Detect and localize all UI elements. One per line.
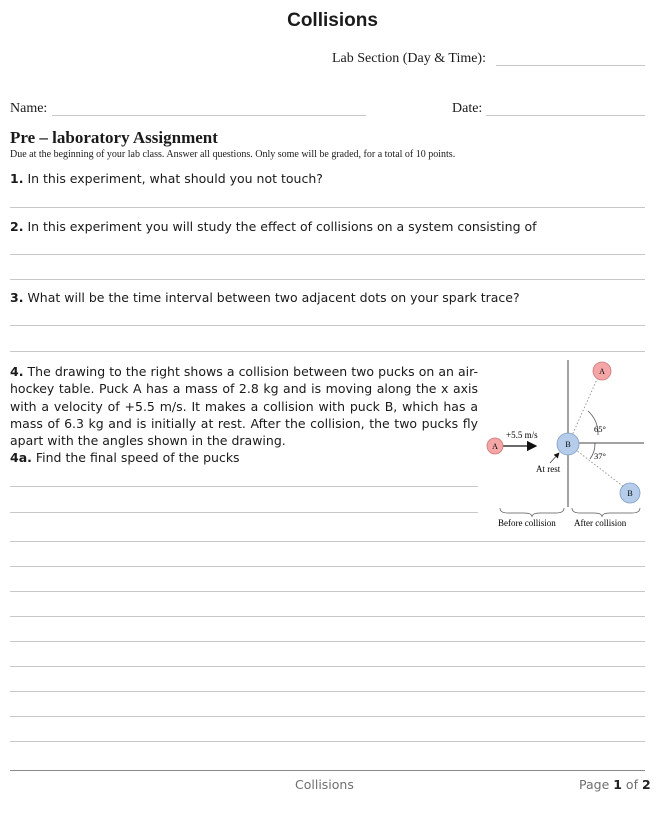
page-prefix: Page: [579, 777, 614, 792]
question-4a: [10, 450, 240, 465]
lab-section-field[interactable]: [496, 65, 645, 66]
question-2-text: In this experiment you will study the effect of collisions on a system consisting of: [27, 219, 537, 234]
answer-line[interactable]: [10, 351, 645, 352]
puck-a-before-label: A: [492, 442, 498, 451]
answer-line[interactable]: [10, 254, 645, 255]
footer-divider: [10, 770, 645, 771]
answer-line[interactable]: [10, 207, 645, 208]
at-rest-label: At rest: [536, 464, 561, 474]
page-title: Collisions: [287, 10, 378, 31]
answer-line[interactable]: [10, 512, 478, 513]
name-field[interactable]: [52, 115, 366, 116]
date-label: Date:: [452, 101, 483, 116]
answer-line[interactable]: [10, 716, 645, 717]
puck-a-after-label: A: [599, 367, 605, 376]
question-2: [10, 219, 537, 234]
name-label: Name:: [10, 101, 48, 116]
answer-line[interactable]: [10, 566, 645, 567]
question-2-number: 2.: [10, 219, 24, 234]
answer-line[interactable]: [10, 325, 645, 326]
page-current: 1: [613, 777, 622, 792]
answer-line[interactable]: [10, 486, 478, 487]
puck-b-after-label: B: [627, 489, 633, 498]
page-total: 2: [641, 777, 651, 792]
answer-line[interactable]: [10, 641, 645, 642]
answer-line[interactable]: [10, 279, 645, 280]
assignment-heading: Pre – laboratory Assignment: [10, 128, 218, 147]
after-label: After collision: [574, 518, 627, 528]
question-4a-number: 4a.: [10, 450, 32, 465]
question-1-text: In this experiment, what should you not touch?: [27, 171, 323, 186]
at-rest-pointer: [550, 453, 559, 463]
angle-b-label: 37°: [594, 451, 606, 461]
answer-line[interactable]: [10, 591, 645, 592]
answer-line[interactable]: [10, 616, 645, 617]
page-of: of: [621, 777, 642, 792]
collision-diagram: [484, 355, 646, 535]
lab-section-label: Lab Section (Day & Time):: [332, 51, 486, 66]
answer-line[interactable]: [10, 666, 645, 667]
page-number: [579, 777, 651, 792]
question-3-number: 3.: [10, 290, 24, 305]
angle-a-label: 65°: [594, 424, 606, 434]
question-3-text: What will be the time interval between two adjacent dots on your spark trace?: [27, 290, 520, 305]
question-4-text: The drawing to the right shows a collision between two pucks on an air-hockey table. Puck A has a mass of 2.8 kg and is moving along the x axis with a velocity of +5.5 m/s. It makes a collision with puck B, which has a mass of 6.3 kg and is initially at rest. After the collision, the two pucks fly apart with the angles shown in the drawing.: [10, 364, 478, 449]
before-label: Before collision: [498, 518, 556, 528]
after-brace: [572, 508, 640, 517]
question-4-number: 4.: [10, 364, 24, 379]
question-4a-text: Find the final speed of the pucks: [35, 450, 240, 465]
assignment-instructions: Due at the beginning of your lab class. Answer all questions. Only some will be graded, for a total of 10 points.: [10, 149, 456, 160]
velocity-label: +5.5 m/s: [506, 430, 538, 440]
answer-line[interactable]: [10, 691, 645, 692]
question-1-number: 1.: [10, 171, 24, 186]
question-4: [10, 363, 478, 449]
puck-b-before-label: B: [565, 440, 571, 449]
answer-line[interactable]: [10, 741, 645, 742]
footer-title: Collisions: [295, 777, 354, 792]
question-1: [10, 171, 323, 186]
answer-line[interactable]: [10, 541, 645, 542]
question-3: [10, 290, 520, 305]
before-brace: [500, 508, 564, 517]
date-field[interactable]: [486, 115, 645, 116]
